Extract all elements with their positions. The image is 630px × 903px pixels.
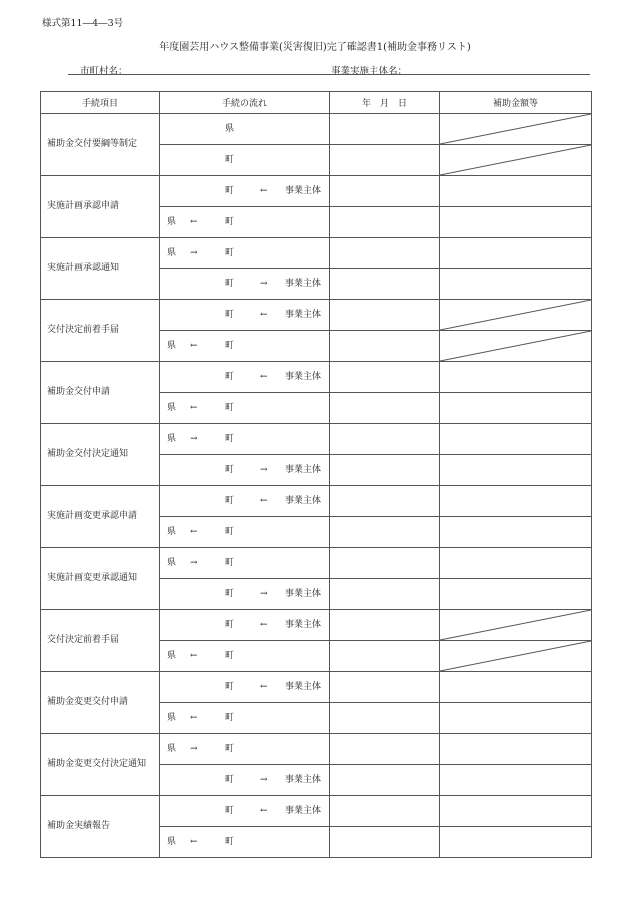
flow-token: 町 [225,248,235,258]
table-row [41,362,592,393]
form-number: 様式第11―4―3号 [42,18,124,29]
flow-token: 町 [225,341,235,351]
procedure-item-cell: 補助金交付決定通知 [41,424,160,486]
flow-token: 町 [225,682,235,692]
flow-token: 町 [225,310,235,320]
flow-token: ← [190,217,198,227]
subsidy-amount-cell[interactable] [440,238,592,269]
procedure-item-cell: 実施計画変更承認申請 [41,486,160,548]
date-cell[interactable] [330,176,440,207]
flow-token: 事業主体 [285,620,322,630]
flow-token: 県 [167,248,177,258]
table-row [41,424,592,455]
procedure-item-cell: 交付決定前着手届 [41,300,160,362]
diagonal-strike-line [440,331,591,361]
procedure-item-cell: 実施計画承認申請 [41,176,160,238]
flow-token: 県 [167,527,177,537]
subsidy-amount-cell-not-applicable [440,300,592,331]
flow-token: 町 [225,713,235,723]
flow-token: → [260,465,268,475]
subsidy-amount-cell-not-applicable [440,145,592,176]
date-cell[interactable] [330,455,440,486]
procedure-flow-cell [160,610,330,641]
flow-token: 県 [167,837,177,847]
flow-token: 町 [225,837,235,847]
flow-token: 事業主体 [285,465,322,475]
date-cell[interactable] [330,331,440,362]
procedure-flow-cell [160,176,330,207]
flow-token: ← [260,372,268,382]
flow-token: 町 [225,217,235,227]
flow-token: ← [260,310,268,320]
table-body [41,114,592,858]
flow-token: 町 [225,434,235,444]
flow-token: 事業主体 [285,186,322,196]
subsidy-amount-cell-not-applicable [440,114,592,145]
flow-token: 事業主体 [285,372,322,382]
flow-token: 町 [225,620,235,630]
date-cell[interactable] [330,207,440,238]
flow-token: 県 [167,713,177,723]
subsidy-amount-cell[interactable] [440,176,592,207]
implementing-entity-label: 事業実施主体名： [331,66,408,77]
flow-token: → [190,248,198,258]
procedure-flow-cell [160,548,330,579]
flow-token: 事業主体 [285,310,322,320]
flow-token: ← [190,341,198,351]
subsidy-amount-cell[interactable] [440,207,592,238]
date-cell[interactable] [330,269,440,300]
procedure-flow-cell [160,238,330,269]
diagonal-strike-line [440,145,591,175]
flow-token: 県 [167,217,177,227]
table-row [41,796,592,827]
flow-token: 事業主体 [285,806,322,816]
flow-token: 町 [225,775,235,785]
flow-token: 町 [225,372,235,382]
subsidy-amount-cell[interactable] [440,579,592,610]
procedure-item-cell: 補助金実績報告 [41,796,160,858]
date-cell[interactable] [330,796,440,827]
flow-token: ← [190,713,198,723]
flow-token: 町 [225,651,235,661]
procedure-item-cell: 補助金交付申請 [41,362,160,424]
table-row [41,548,592,579]
flow-token: 町 [225,496,235,506]
procedure-item-cell: 補助金交付要綱等制定 [41,114,160,176]
flow-token: ← [190,527,198,537]
table-row [41,300,592,331]
subsidy-amount-cell[interactable] [440,796,592,827]
flow-token: ← [190,651,198,661]
procedure-flow-cell [160,393,330,424]
flow-token: → [260,589,268,599]
table-row [41,114,592,145]
procedure-flow-cell [160,579,330,610]
procedure-item-cell: 補助金変更交付申請 [41,672,160,734]
subsidy-amount-cell[interactable] [440,486,592,517]
subsidy-amount-cell[interactable] [440,362,592,393]
flow-token: 県 [225,124,235,134]
header-underline [68,74,590,75]
procedure-flow-cell [160,362,330,393]
table-row [41,176,592,207]
table-row [41,672,592,703]
procedure-flow-cell [160,765,330,796]
subsidy-amount-cell[interactable] [440,424,592,455]
procedure-flow-cell [160,486,330,517]
subsidy-amount-cell[interactable] [440,734,592,765]
subsidy-amount-cell[interactable] [440,765,592,796]
column-header-subsidy-amount: 補助金額等 [440,92,592,114]
procedure-flow-cell [160,672,330,703]
flow-token: ← [190,837,198,847]
diagonal-strike-line [440,114,591,144]
procedure-flow-cell [160,734,330,765]
date-cell[interactable] [330,486,440,517]
flow-token: → [190,434,198,444]
flow-token: ← [260,496,268,506]
column-header-date: 年 月 日 [330,92,440,114]
flow-token: 県 [167,434,177,444]
flow-token: 町 [225,558,235,568]
procedure-flow-cell [160,827,330,858]
date-cell[interactable] [330,424,440,455]
flow-token: → [190,744,198,754]
subsidy-amount-cell[interactable] [440,393,592,424]
procedure-flow-cell [160,269,330,300]
diagonal-strike-line [440,610,591,640]
table-row [41,734,592,765]
date-cell[interactable] [330,734,440,765]
subsidy-amount-cell[interactable] [440,548,592,579]
procedure-flow-cell [160,300,330,331]
procedure-flow-cell [160,796,330,827]
procedure-item-cell: 実施計画変更承認通知 [41,548,160,610]
date-cell[interactable] [330,300,440,331]
procedure-flow-cell [160,517,330,548]
flow-token: ← [260,620,268,630]
flow-token: 県 [167,651,177,661]
date-cell[interactable] [330,362,440,393]
subsidy-amount-cell[interactable] [440,672,592,703]
flow-token: 事業主体 [285,496,322,506]
table-row [41,238,592,269]
flow-token: 町 [225,527,235,537]
date-cell[interactable] [330,641,440,672]
flow-token: 県 [167,341,177,351]
date-cell[interactable] [330,517,440,548]
date-cell[interactable] [330,827,440,858]
flow-token: 県 [167,403,177,413]
flow-token: 町 [225,589,235,599]
date-cell[interactable] [330,393,440,424]
flow-token: → [190,558,198,568]
procedure-item-cell: 交付決定前着手届 [41,610,160,672]
date-cell[interactable] [330,114,440,145]
column-header-procedure-item: 手続項目 [41,92,160,114]
procedure-flow-cell [160,641,330,672]
flow-token: ← [260,682,268,692]
date-cell[interactable] [330,610,440,641]
date-cell[interactable] [330,672,440,703]
date-cell[interactable] [330,145,440,176]
procedure-flow-cell [160,207,330,238]
date-cell[interactable] [330,579,440,610]
flow-token: → [260,775,268,785]
subsidy-amount-cell-not-applicable [440,641,592,672]
flow-token: → [260,279,268,289]
diagonal-strike-line [440,300,591,330]
procedure-flow-cell [160,455,330,486]
subsidy-amount-cell[interactable] [440,455,592,486]
flow-token: 事業主体 [285,682,322,692]
subsidy-amount-cell[interactable] [440,517,592,548]
document-title: 年度園芸用ハウス整備事業(災害復旧)完了確認書1(補助金事務リスト) [159,42,471,53]
date-cell[interactable] [330,238,440,269]
subsidy-amount-cell-not-applicable [440,610,592,641]
procedure-item-cell: 補助金変更交付決定通知 [41,734,160,796]
subsidy-amount-cell[interactable] [440,703,592,734]
procedure-flow-cell [160,145,330,176]
procedure-flow-cell [160,703,330,734]
flow-token: ← [260,806,268,816]
procedure-flow-cell [160,424,330,455]
date-cell[interactable] [330,548,440,579]
flow-token: 事業主体 [285,589,322,599]
municipality-label: 市町村名： [80,66,128,77]
procedure-item-cell: 実施計画承認通知 [41,238,160,300]
column-header-procedure-flow: 手続の流れ [160,92,330,114]
subsidy-amount-cell[interactable] [440,827,592,858]
date-cell[interactable] [330,765,440,796]
procedure-flow-cell [160,114,330,145]
table-row [41,486,592,517]
procedure-flow-cell [160,331,330,362]
procedure-table [40,91,592,858]
flow-token: 県 [167,744,177,754]
flow-token: 町 [225,155,235,165]
flow-token: 町 [225,279,235,289]
flow-token: 町 [225,403,235,413]
flow-token: 町 [225,186,235,196]
flow-token: 町 [225,806,235,816]
flow-token: 町 [225,465,235,475]
subsidy-amount-cell-not-applicable [440,331,592,362]
flow-token: 事業主体 [285,279,322,289]
table-header-row [41,92,592,114]
flow-token: ← [190,403,198,413]
flow-token: 県 [167,558,177,568]
table-row [41,610,592,641]
subsidy-amount-cell[interactable] [440,269,592,300]
diagonal-strike-line [440,641,591,671]
date-cell[interactable] [330,703,440,734]
flow-token: ← [260,186,268,196]
flow-token: 事業主体 [285,775,322,785]
flow-token: 町 [225,744,235,754]
